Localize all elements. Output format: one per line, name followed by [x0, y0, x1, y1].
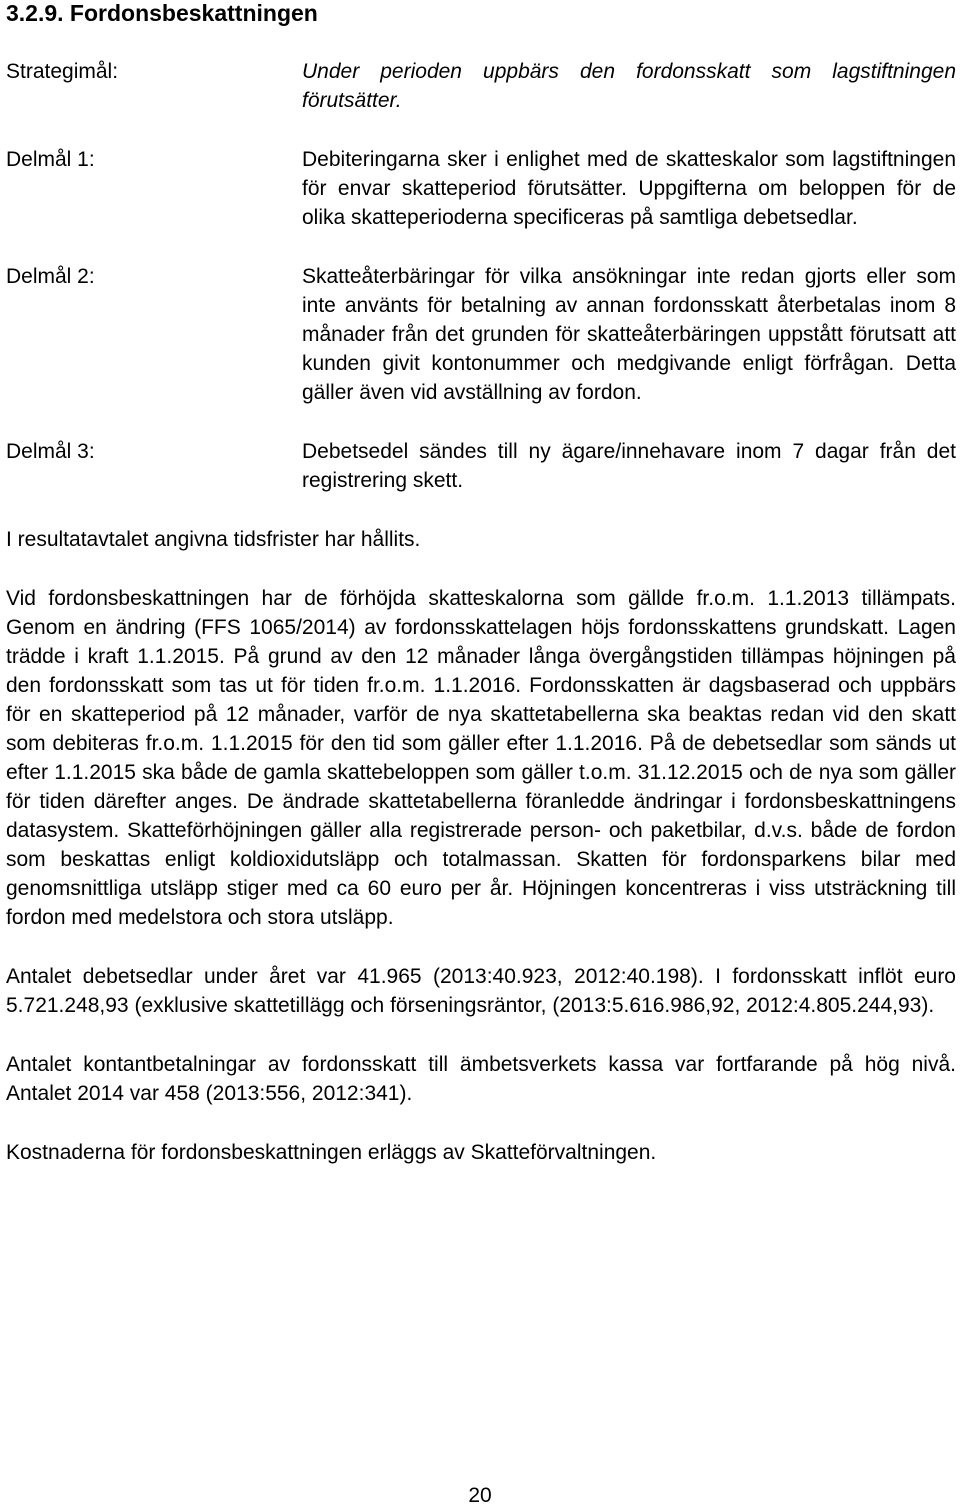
- paragraph-debit-count: Antalet debetsedlar under året var 41.965 (2013:40.923, 2012:40.198). I fordonsskatt inflöt euro 5.721.248,93 (exklusive skattetillägg och förseningsräntor, (2013:5.616.986,92, 2012:4.805.244,93).: [6, 965, 956, 1017]
- paragraph-cash-payments: Antalet kontantbetalningar av fordonsskatt till ämbetsverkets kassa var fortfarande på hög nivå. Antalet 2014 var 458 (2013:556, 2012:341).: [6, 1053, 956, 1105]
- goal-label: Strategimål:: [6, 60, 119, 83]
- goal-row-delmal-3: [6, 437, 956, 495]
- goal-text: Under perioden uppbärs den fordonsskatt som lagstiftningen förutsätter.: [302, 60, 956, 112]
- goal-label: Delmål 3:: [6, 440, 95, 463]
- goal-label: Delmål 1:: [6, 148, 95, 171]
- paragraph-tax-change: Vid fordonsbeskattningen har de förhöjda skatteskalorna som gällde fr.o.m. 1.1.2013 tillämpats. Genom en ändring (FFS 1065/2014) av fordonsskattelagen höjs fordonsskattens grundskatt. Lagen trädde i kraft 1.1.2015. På grund av den 12 månader långa övergångstiden tillämpas höjningen på den fordonsskatt som tas ut för tiden fr.o.m. 1.1.2016. Fordonsskatten är dagsbaserad och uppbärs för en skatteperiod på 12 månader, varför de nya skattetabellerna ska beaktas redan vid den skatt som debiteras fr.o.m. 1.1.2015 för den tid som gäller efter 1.1.2016. På de debetsedlar som sänds ut efter 1.1.2015 ska både de gamla skattebeloppen som gäller t.o.m. 31.12.2015 och de nya som gäller för tiden därefter anges. De ändrade skattetabellerna föranledde ändringar i fordonsbeskattningens datasystem. Skatteförhöjningen gäller alla registrerade person- och paketbilar, d.v.s. både de fordon som beskattas enligt koldioxidutsläpp och totalmassan. Skatten för fordonsparkens bilar med genomsnittliga utsläpp stiger med ca 60 euro per år. Höjningen koncentreras i viss utsträckning till fordon med medelstora och stora utsläpp.: [6, 587, 956, 929]
- goal-row-delmal-1: [6, 145, 956, 232]
- goal-text: Debetsedel sändes till ny ägare/innehavare inom 7 dagar från det registrering skett.: [302, 440, 956, 492]
- page-number: 20: [468, 1484, 492, 1507]
- section-heading: 3.2.9. Fordonsbeskattningen: [6, 0, 318, 26]
- goal-text: Debiteringarna sker i enlighet med de skatteskalor som lagstiftningen för envar skatteperiod förutsätter. Uppgifterna om beloppen för de olika skatteperioderna specificeras på samtliga debetsedlar.: [302, 148, 956, 229]
- paragraph-result: I resultatavtalet angivna tidsfrister har hållits.: [6, 528, 421, 551]
- goal-text: Skatteåterbäringar för vilka ansökningar inte redan gjorts eller som inte använts för betalning av annan fordonsskatt återbetalas inom 8 månader från det grunden för skatteåterbäringen uppstått förutsatt att kunden givit kontonummer och medgivande enligt förfrågan. Detta gäller även vid avställning av fordon.: [302, 265, 956, 404]
- paragraph-costs: Kostnaderna för fordonsbeskattningen erläggs av Skatteförvaltningen.: [6, 1141, 657, 1164]
- goal-row-strategy: [6, 57, 956, 115]
- goal-label: Delmål 2:: [6, 265, 95, 288]
- document-page: [6, 0, 956, 1167]
- goal-row-delmal-2: [6, 262, 956, 407]
